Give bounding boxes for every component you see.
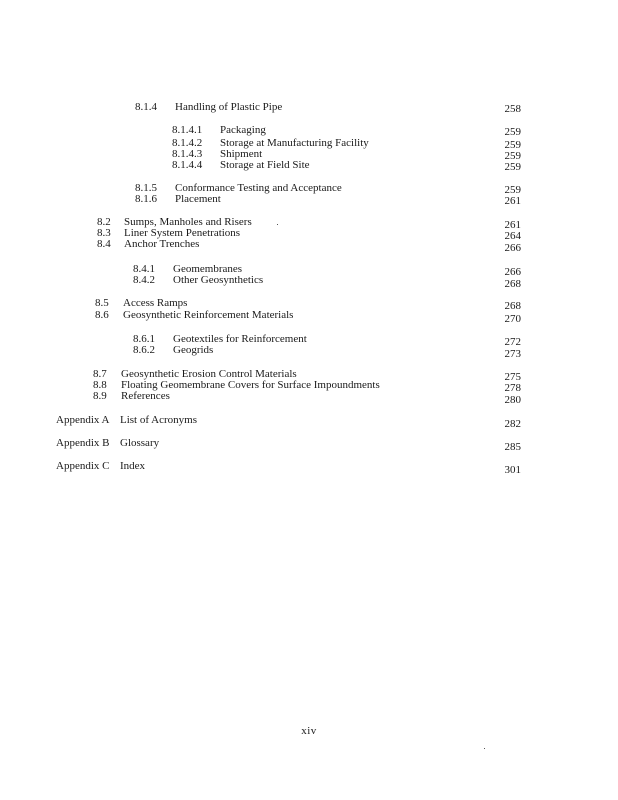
toc-entry-title: Geotextiles for Reinforcement xyxy=(173,333,307,345)
toc-entry-title: Anchor Trenches xyxy=(124,238,200,250)
toc-entry-page: 266 xyxy=(504,242,521,254)
scan-speck xyxy=(484,748,485,749)
toc-entry-title: Placement xyxy=(175,193,221,205)
toc-entry-title: Conformance Testing and Acceptance xyxy=(175,182,342,194)
toc-entry-page: 272 xyxy=(504,336,521,348)
toc-entry-title: Geosynthetic Erosion Control Materials xyxy=(121,368,297,380)
page-number: xiv xyxy=(301,725,317,737)
toc-entry-title: Sumps, Manholes and Risers xyxy=(124,216,252,228)
toc-entry-title: Glossary xyxy=(120,437,160,449)
toc-entry-number: 8.6 xyxy=(95,309,109,321)
toc-entry-number: 8.1.6 xyxy=(135,193,157,205)
toc-entry-title: Floating Geomembrane Covers for Surface Impoundments xyxy=(121,379,380,391)
toc-entry-page: 278 xyxy=(504,382,521,394)
toc-entry-title: Storage at Manufacturing Facility xyxy=(220,137,369,149)
toc-entry-page: 270 xyxy=(504,313,521,325)
toc-entry xyxy=(135,193,521,206)
scan-speck xyxy=(277,224,278,225)
toc-entry xyxy=(56,414,521,430)
toc-entry-number: 8.4.1 xyxy=(133,263,155,275)
toc-entry-number: 8.9 xyxy=(93,390,107,402)
toc-entry-title: Other Geosynthetics xyxy=(173,274,264,286)
toc-entry xyxy=(133,274,521,290)
toc-entry-title: Geosynthetic Reinforcement Materials xyxy=(123,309,294,321)
toc-entry-page: 259 xyxy=(504,150,521,162)
toc-entry xyxy=(97,238,521,254)
toc-entry-page: 268 xyxy=(504,300,521,312)
toc-entry-number: 8.4 xyxy=(97,238,111,250)
toc-entry-title: Geogrids xyxy=(173,344,214,356)
toc-entry-number: 8.1.4.3 xyxy=(172,148,203,160)
toc-entry-page: 259 xyxy=(504,126,521,138)
toc-entry-page: 285 xyxy=(504,441,521,453)
toc-entry-number: 8.7 xyxy=(93,368,107,380)
toc-entry-number: Appendix A xyxy=(56,414,110,426)
toc-entry-page: 273 xyxy=(504,348,521,360)
toc-entry-number: 8.3 xyxy=(97,227,111,239)
toc-entry-page: 258 xyxy=(504,103,521,115)
toc-entry-page: 266 xyxy=(504,266,521,278)
toc-entry-number: 8.4.2 xyxy=(133,274,155,286)
toc-entry xyxy=(133,344,521,360)
toc-entry-number: 8.2 xyxy=(97,216,111,228)
toc-entry-title: Storage at Field Site xyxy=(220,159,310,171)
toc-entry-title: Shipment xyxy=(220,148,263,160)
toc-entry xyxy=(172,124,521,137)
toc-entry-title: Packaging xyxy=(220,124,266,136)
toc-entry-page: 261 xyxy=(504,219,521,231)
toc-entry-title: Index xyxy=(120,460,146,472)
toc-entry xyxy=(172,159,521,172)
toc-entry-number: 8.1.4.4 xyxy=(172,159,203,171)
toc-entry-number: 8.1.5 xyxy=(135,182,157,194)
toc-entry-title: Liner System Penetrations xyxy=(124,227,241,239)
toc-entry xyxy=(56,437,521,453)
toc-entry-number: 8.1.4 xyxy=(135,101,157,113)
toc-entry-page: 301 xyxy=(504,464,521,476)
toc-entry-number: 8.5 xyxy=(95,297,109,309)
toc-entry-page: 264 xyxy=(504,230,521,242)
toc-entry-page: 261 xyxy=(504,195,521,207)
toc-entry-page: 280 xyxy=(504,394,521,406)
toc-entry-number: 8.1.4.1 xyxy=(172,124,203,136)
toc-entry-title: List of Acronyms xyxy=(120,414,197,426)
toc-entry-title: Handling of Plastic Pipe xyxy=(175,101,283,113)
toc-entry-title: Access Ramps xyxy=(123,297,188,309)
toc-entry-page: 275 xyxy=(504,371,521,383)
toc-entry-number: 8.8 xyxy=(93,379,107,391)
toc-entry xyxy=(56,460,521,476)
toc-entry-page: 259 xyxy=(504,161,521,173)
toc-entry-number: 8.6.1 xyxy=(133,333,155,345)
toc-entry-number: Appendix B xyxy=(56,437,110,449)
toc-entry xyxy=(93,390,521,406)
toc-entry-title: References xyxy=(121,390,170,402)
toc-entry xyxy=(95,309,521,325)
toc-entry-page: 259 xyxy=(504,184,521,196)
toc-entry-number: 8.1.4.2 xyxy=(172,137,203,149)
toc-entry-number: Appendix C xyxy=(56,460,110,472)
toc-entry-title: Geomembranes xyxy=(173,263,243,275)
toc-entry-number: 8.6.2 xyxy=(133,344,155,356)
toc-entry xyxy=(135,101,521,114)
toc-entry-page: 268 xyxy=(504,278,521,290)
toc-entry-page: 259 xyxy=(504,139,521,151)
toc-entry-page: 282 xyxy=(504,418,521,430)
